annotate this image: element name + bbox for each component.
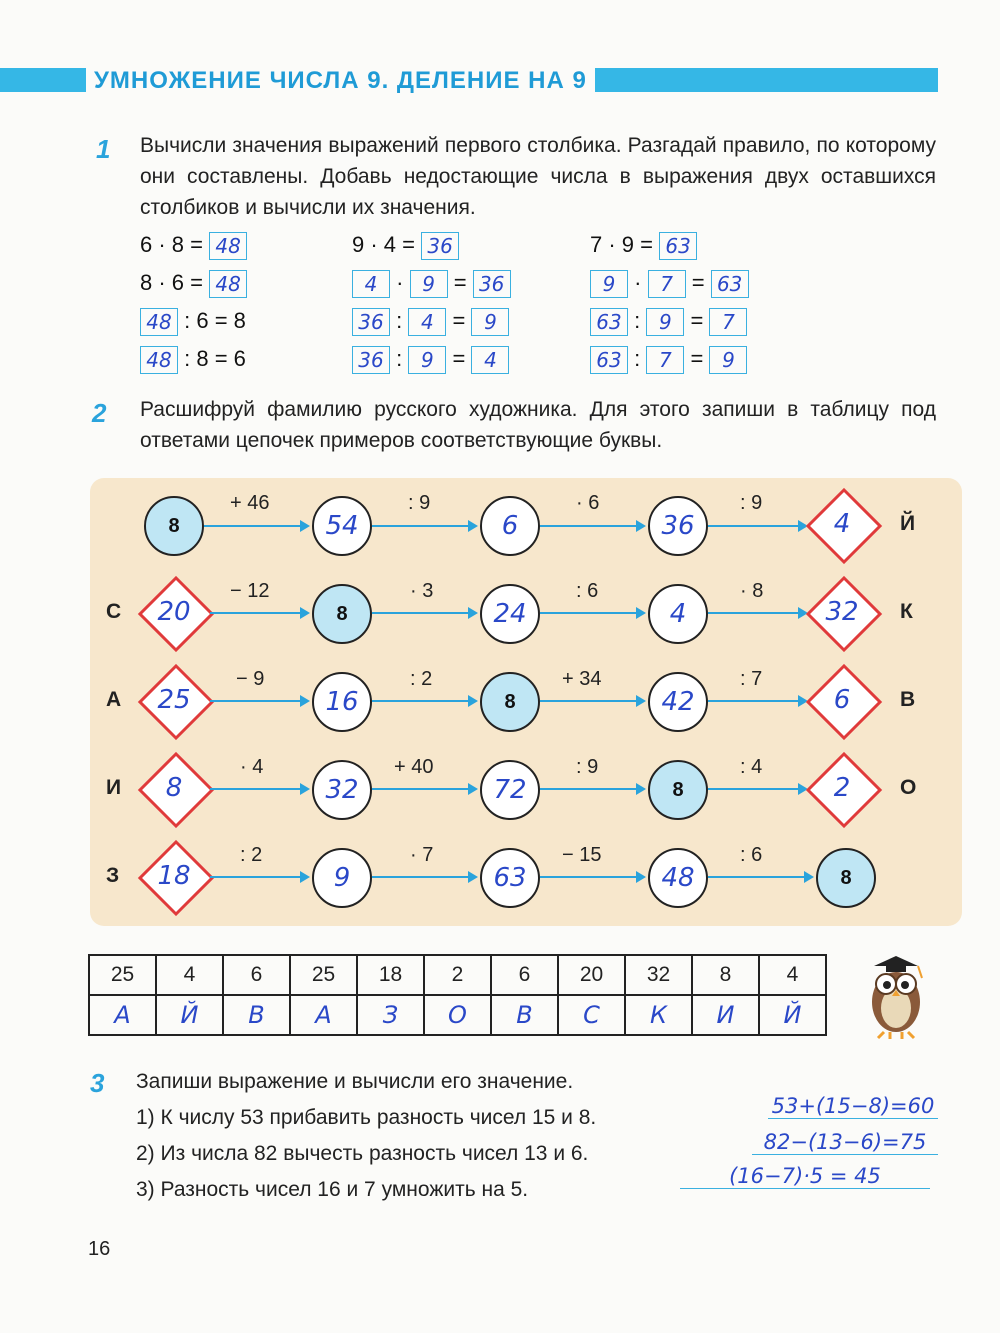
answer-box[interactable]: 63 [659, 232, 697, 260]
answer-box[interactable]: 7 [648, 270, 686, 298]
chain-value[interactable]: 36 [648, 496, 708, 556]
chain-value[interactable]: 72 [480, 760, 540, 820]
arrow [372, 788, 476, 790]
answer-box[interactable]: 4 [352, 270, 390, 298]
operation-label: + 46 [230, 492, 270, 514]
task-3-intro: Запиши выражение и вычисли его значение. [136, 1070, 574, 1093]
arrow [708, 612, 806, 614]
answer-box[interactable]: 9 [471, 308, 509, 336]
answer-box[interactable]: 36 [352, 346, 390, 374]
letter-label: В [900, 688, 916, 711]
arrow [540, 876, 644, 878]
operation-label: · 3 [410, 580, 434, 602]
answer-box[interactable]: 9 [410, 270, 448, 298]
letter-label: Й [900, 512, 916, 535]
answer-box[interactable]: 9 [408, 346, 446, 374]
chain-value: 8 [648, 760, 708, 820]
arrow [708, 876, 812, 878]
operation-label: : 7 [740, 668, 763, 690]
operation-label: · 4 [240, 756, 264, 778]
answer-box[interactable]: 48 [209, 232, 247, 260]
chain-value[interactable]: 9 [312, 848, 372, 908]
answer-box[interactable]: 7 [709, 308, 747, 336]
arrow [210, 788, 308, 790]
answer-box[interactable]: 9 [709, 346, 747, 374]
task-2-number: 2 [92, 398, 107, 428]
answer-box[interactable]: 36 [421, 232, 459, 260]
letter-label: К [900, 600, 913, 623]
chain-value: 8 [312, 584, 372, 644]
answer-box[interactable]: 48 [209, 270, 247, 298]
chain-value[interactable]: 42 [648, 672, 708, 732]
operation-label: + 34 [562, 668, 602, 690]
answer-box[interactable]: 48 [140, 308, 178, 336]
chain-value[interactable]: 32 [312, 760, 372, 820]
chain-start-diamond[interactable]: 20 [144, 582, 204, 642]
arrow [372, 612, 476, 614]
answer-line[interactable]: (16−7)·5 = 45 [680, 1164, 930, 1189]
letter-label: И [106, 776, 122, 799]
chain-end: 8 [816, 848, 876, 908]
decoding-table [88, 954, 827, 1036]
page-title: УМНОЖЕНИЕ ЧИСЛА 9. ДЕЛЕНИЕ НА 9 [86, 68, 595, 94]
operation-label: · 6 [576, 492, 600, 514]
arrow [540, 612, 644, 614]
arrow [372, 700, 476, 702]
chain-value[interactable]: 24 [480, 584, 540, 644]
operation-label: : 9 [576, 756, 599, 778]
answer-box[interactable]: 9 [590, 270, 628, 298]
table-row-letters: А Й В А З О В С К И Й [89, 995, 826, 1035]
task-1-col3: 7 · 9 = 63 9 · 7 = 63 63 : 9 = 7 63 : 7 = 9 [590, 232, 790, 384]
answer-box[interactable]: 36 [352, 308, 390, 336]
answer-line[interactable]: 82−(13−6)=75 [752, 1130, 938, 1155]
chain-start-diamond[interactable]: 18 [144, 846, 204, 906]
operation-label: − 9 [236, 668, 265, 690]
chain-value[interactable]: 54 [312, 496, 372, 556]
operation-label: − 15 [562, 844, 602, 866]
task-1-number: 1 [96, 134, 111, 164]
arrow [210, 700, 308, 702]
letter-label: С [106, 600, 122, 623]
operation-label: : 9 [740, 492, 763, 514]
operation-label: : 9 [408, 492, 431, 514]
letter-label: О [900, 776, 917, 799]
operation-label: : 4 [740, 756, 763, 778]
answer-box[interactable]: 4 [471, 346, 509, 374]
arrow [210, 876, 308, 878]
answer-box[interactable]: 48 [140, 346, 178, 374]
answer-box[interactable]: 63 [711, 270, 749, 298]
chain-value: 8 [480, 672, 540, 732]
answer-box[interactable]: 9 [646, 308, 684, 336]
answer-box[interactable]: 7 [646, 346, 684, 374]
chain-result-diamond[interactable]: 32 [812, 582, 872, 642]
operation-label: : 2 [410, 668, 433, 690]
operation-label: − 12 [230, 580, 270, 602]
operation-label: + 40 [394, 756, 434, 778]
answer-box[interactable]: 4 [408, 308, 446, 336]
page-number: 16 [88, 1238, 111, 1260]
chain-value[interactable]: 6 [480, 496, 540, 556]
answer-box[interactable]: 63 [590, 346, 628, 374]
letter-label: З [106, 864, 120, 887]
arrow [204, 525, 308, 527]
task-1-text: Вычисли значения выражений первого столбика. Разгадай правило, по которому они составлены. Добавь недостающие числа в выражения двух оставшихся столбиков и вычисли их значения. [140, 134, 936, 219]
chain-result-diamond[interactable]: 2 [812, 758, 872, 818]
chain-result-diamond[interactable]: 6 [812, 670, 872, 730]
arrow [540, 525, 644, 527]
arrow [540, 700, 644, 702]
operation-label: : 6 [576, 580, 599, 602]
task-3-item: 1) К числу 53 прибавить разность чисел 15 и 8. [136, 1106, 597, 1129]
chain-value[interactable]: 48 [648, 848, 708, 908]
answer-line[interactable]: 53+(15−8)=60 [768, 1094, 938, 1119]
chain-value[interactable]: 4 [648, 584, 708, 644]
operation-label: : 2 [240, 844, 263, 866]
operation-label: : 6 [740, 844, 763, 866]
arrow [372, 525, 476, 527]
arrow [708, 700, 806, 702]
table-row-numbers: 25 4 6 25 18 2 6 20 32 8 4 [89, 955, 826, 995]
letter-label: А [106, 688, 122, 711]
answer-box[interactable]: 36 [473, 270, 511, 298]
arrow [372, 876, 476, 878]
task-3-item: 2) Из числа 82 вычесть разность чисел 13 и 6. [136, 1142, 589, 1165]
chain-start-diamond[interactable]: 25 [144, 670, 204, 730]
arrow [210, 612, 308, 614]
chain-value[interactable]: 63 [480, 848, 540, 908]
task-1-col1: 6 · 8 = 48 8 · 6 = 48 48 : 6 = 8 48 : 8 = 6 [140, 232, 246, 373]
owl-icon [856, 944, 936, 1040]
chain-start: 8 [144, 496, 204, 556]
task-3-number: 3 [90, 1068, 105, 1098]
operation-label: · 8 [740, 580, 764, 602]
arrow [708, 788, 806, 790]
task-2-text: Расшифруй фамилию русского художника. Для этого запиши в таблицу под ответами цепочек примеров соответствующие буквы. [140, 398, 936, 452]
task-1-col2: 9 · 4 = 36 4 · 9 = 36 36 : 4 = 9 36 : 9 = 4 [352, 232, 552, 384]
chain-value[interactable]: 16 [312, 672, 372, 732]
arrow [540, 788, 644, 790]
operation-label: · 7 [410, 844, 434, 866]
chain-result-diamond[interactable]: 4 [812, 494, 872, 554]
answer-box[interactable]: 63 [590, 308, 628, 336]
task-3-item: 3) Разность чисел 16 и 7 умножить на 5. [136, 1178, 529, 1201]
chain-start-diamond[interactable]: 8 [144, 758, 204, 818]
arrow [708, 525, 806, 527]
